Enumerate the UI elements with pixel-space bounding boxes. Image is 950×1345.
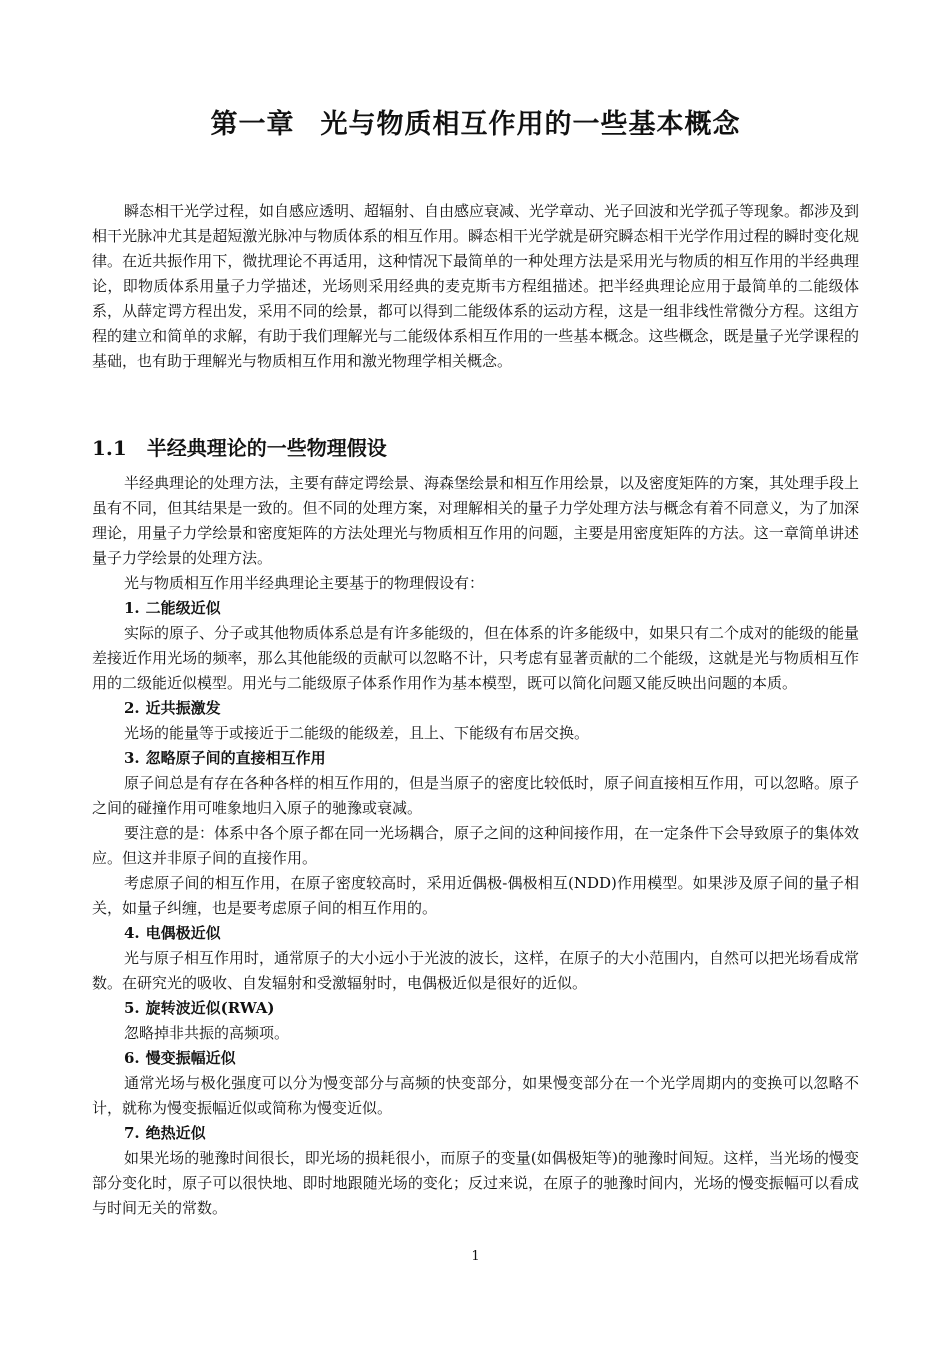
assumption-paragraph: 光与原子相互作用时，通常原子的大小远小于光波的波长，这样，在原子的大小范围内，自然可以把光场看成常数。在研究光的吸收、自发辐射和受激辐射时，电偶极近似是很好的近似。	[92, 949, 860, 992]
chapter-title	[92, 107, 859, 143]
assumption-title: 绝热近似	[145, 1124, 206, 1142]
assumption-heading	[92, 696, 859, 721]
assumption-heading	[92, 1121, 859, 1146]
assumption-paragraph: 要注意的是：体系中各个原子都在同一光场耦合，原子之间的这种间接作用，在一定条件下会导致原子的集体效应。但这并非原子间的直接作用。	[92, 824, 860, 867]
assumption-heading	[92, 921, 859, 946]
assumption-paragraph: 考虑原子间的相互作用，在原子密度较高时，采用近偶极-偶极相互(NDD)作用模型。如果涉及原子间的量子相关，如量子纠缠，也是要考虑原子间的相互作用的。	[92, 874, 859, 917]
page-number: 1	[471, 1249, 480, 1264]
section-title-text: 半经典理论的一些物理假设	[146, 436, 387, 460]
assumption-number: 1.	[124, 599, 140, 617]
assumption-number: 4.	[124, 924, 140, 942]
assumption-title: 电偶极近似	[145, 924, 221, 942]
section-title	[92, 432, 859, 464]
chapter-title-text: 光与物质相互作用的一些基本概念	[320, 109, 741, 140]
assumption-number: 6.	[124, 1049, 140, 1067]
assumption-paragraph: 通常光场与极化强度可以分为慢变部分与高频的快变部分，如果慢变部分在一个光学周期内的变换可以忽略不计，就称为慢变振幅近似或简称为慢变近似。	[92, 1074, 859, 1117]
assumption-paragraph: 实际的原子、分子或其他物质体系总是有许多能级的，但在体系的许多能级中，如果只有二个成对的能级的能量差接近作用光场的频率，那么其他能级的贡献可以忽略不计，只考虑有显著贡献的二个能级，这就是光与物质相互作用的二级能近似模型。用光与二能级原子体系作用作为基本模型，既可以简化问题又能反映出问题的本质。	[92, 624, 860, 692]
assumption-title: 近共振激发	[145, 699, 221, 717]
assumption-title: 旋转波近似(RWA)	[145, 999, 275, 1017]
assumption-number: 7.	[124, 1124, 140, 1142]
assumption-number: 3.	[124, 749, 140, 767]
section-number: 1.1	[92, 436, 127, 460]
chapter-number: 第一章	[210, 109, 295, 140]
assumption-number: 2.	[124, 699, 140, 717]
intro-paragraph: 瞬态相干光学过程，如自感应透明、超辐射、自由感应衰减、光学章动、光子回波和光学孤子等现象。都涉及到相干光脉冲尤其是超短激光脉冲与物质体系的相互作用。瞬态相干光学就是研究瞬态相干光学作用过程的瞬时变化规律。在近共振作用下，微扰理论不再适用，这种情况下最简单的一种处理方法是采用光与物质的相互作用的半经典理论，即物质体系用量子力学描述，光场则采用经典的麦克斯韦方程组描述。把半经典理论应用于最简单的二能级体系，从薛定谔方程出发，采用不同的绘景，都可以得到二能级体系的运动方程，这是一组非线性常微分方程。这组方程的建立和简单的求解，有助于我们理解光与二能级体系相互作用的一些基本概念。这些概念，既是量子光学课程的基础，也有助于理解光与物质相互作用和激光物理学相关概念。	[92, 202, 860, 370]
assumption-title: 慢变振幅近似	[145, 1049, 236, 1067]
assumption-heading	[92, 596, 859, 621]
document-page	[92, 0, 859, 1345]
assumption-paragraph: 光场的能量等于或接近于二能级的能级差，且上、下能级有布居交换。	[124, 724, 590, 742]
assumption-heading	[92, 746, 859, 771]
assumption-title: 忽略原子间的直接相互作用	[145, 749, 326, 767]
assumption-paragraph: 如果光场的驰豫时间很长，即光场的损耗很小，而原子的变量(如偶极矩等)的驰豫时间短。这样，当光场的慢变部分变化时，原子可以很快地、即时地跟随光场的变化；反过来说，在原子的驰豫时间内，光场的慢变振幅可以看成与时间无关的常数。	[92, 1149, 859, 1217]
assumption-heading	[92, 996, 859, 1021]
assumption-heading	[92, 1046, 859, 1071]
assumption-title: 二能级近似	[145, 599, 221, 617]
section-paragraph: 光与物质相互作用半经典理论主要基于的物理假设有：	[124, 574, 485, 592]
section-body	[92, 471, 859, 1221]
assumption-paragraph: 原子间总是有存在各种各样的相互作用的，但是当原子的密度比较低时，原子间直接相互作用，可以忽略。原子之间的碰撞作用可唯象地归入原子的驰豫或衰减。	[92, 774, 860, 817]
section-paragraph: 半经典理论的处理方法，主要有薛定谔绘景、海森堡绘景和相互作用绘景，以及密度矩阵的方案，其处理手段上虽有不同，但其结果是一致的。但不同的处理方案，对理解相关的量子力学处理方法与概念有着不同意义，为了加深理论，用量子力学绘景和密度矩阵的方法处理光与物质相互作用的问题，主要是用密度矩阵的方法。这一章简单讲述量子力学绘景的处理方法。	[92, 474, 860, 567]
assumption-paragraph: 忽略掉非共振的高频项。	[124, 1024, 290, 1042]
assumption-number: 5.	[124, 999, 140, 1017]
